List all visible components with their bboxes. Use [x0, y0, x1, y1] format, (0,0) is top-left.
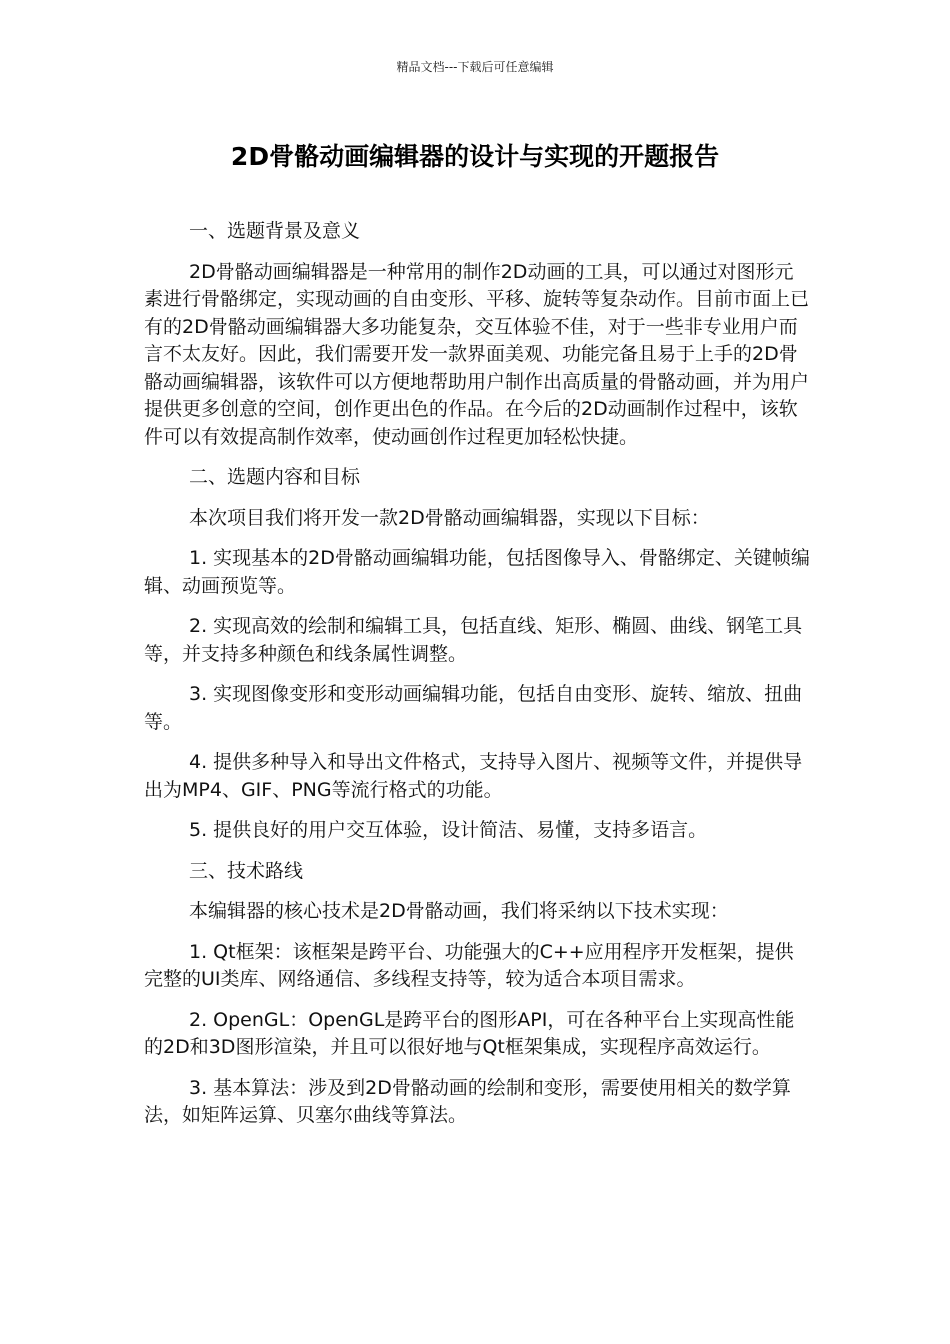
- goal-item-3: 3. 实现图像变形和变形动画编辑功能，包括自由变形、旋转、缩放、扭曲等。: [144, 683, 803, 733]
- goal-item-5: 5. 提供良好的用户交互体验，设计简洁、易懂，支持多语言。: [189, 819, 708, 841]
- document-body: [144, 218, 812, 1143]
- paragraph-background: 2D骨骼动画编辑器是一种常用的制作2D动画的工具，可以通过对图形元素进行骨骼绑定，实现动画的自由变形、平移、旋转等复杂动作。目前市面上已有的2D骨骼动画编辑器大多功能复杂，交互体验不佳，对于一些非专业用户而言不太友好。因此，我们需要开发一款界面美观、功能完备且易于上手的2D骨骼动画编辑器，该软件可以方便地帮助用户制作出高质量的骨骼动画，并为用户提供更多创意的空间，创作更出色的作品。在今后的2D动画制作过程中，该软件可以有效提高制作效率，使动画创作过程更加轻松快捷。: [144, 260, 810, 448]
- tech-item-2: 2. OpenGL：OpenGL是跨平台的图形API，可在各种平台上实现高性能的2D和3D图形渲染，并且可以很好地与Qt框架集成，实现程序高效运行。: [144, 1008, 795, 1058]
- paragraph-tech-intro: 本编辑器的核心技术是2D骨骼动画，我们将采纳以下技术实现：: [189, 900, 729, 922]
- document-title: 2D骨骼动画编辑器的设计与实现的开题报告: [230, 142, 720, 171]
- section-heading-background: 一、选题背景及意义: [189, 220, 361, 242]
- tech-item-1: 1. Qt框架：该框架是跨平台、功能强大的C++应用程序开发框架，提供完整的UI类库、网络通信、多线程支持等，较为适合本项目需求。: [144, 940, 794, 990]
- goal-item-1: 1. 实现基本的2D骨骼动画编辑功能，包括图像导入、骨骼绑定、关键帧编辑、动画预览等。: [144, 547, 810, 597]
- goal-item-4: 4. 提供多种导入和导出文件格式，支持导入图片、视频等文件，并提供导出为MP4、GIF、PNG等流行格式的功能。: [144, 751, 803, 801]
- section-heading-tech-route: 三、技术路线: [189, 859, 304, 882]
- paragraph-goals-intro: 本次项目我们将开发一款2D骨骼动画编辑器，实现以下目标：: [189, 506, 710, 529]
- section-heading-content-goals: 二、选题内容和目标: [189, 466, 361, 488]
- tech-item-3: 3. 基本算法：涉及到2D骨骼动画的绘制和变形，需要使用相关的数学算法，如矩阵运算、贝塞尔曲线等算法。: [144, 1076, 791, 1126]
- goal-item-2: 2. 实现高效的绘制和编辑工具，包括直线、矩形、椭圆、曲线、钢笔工具等，并支持多种颜色和线条属性调整。: [144, 615, 803, 665]
- header-watermark: 精品文档---下载后可任意编辑: [396, 60, 554, 74]
